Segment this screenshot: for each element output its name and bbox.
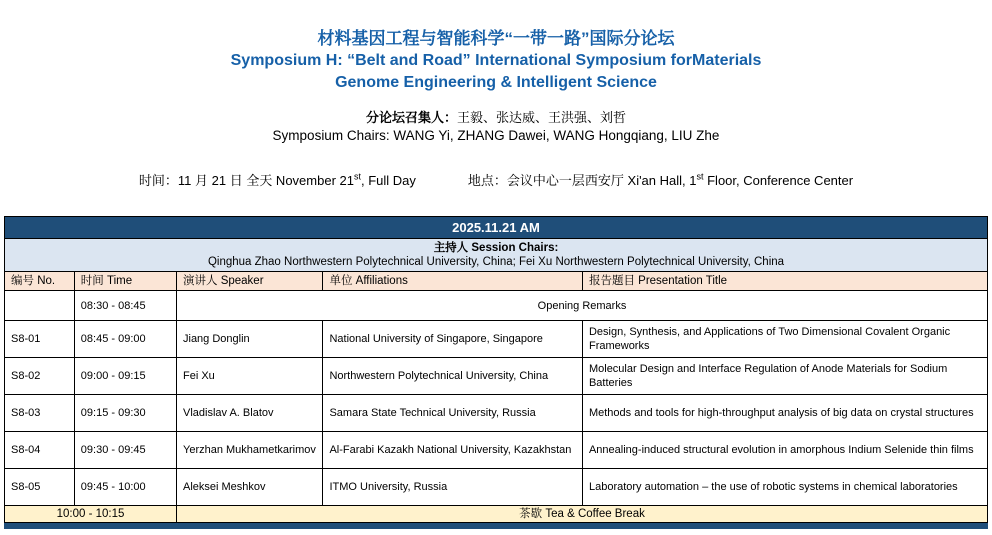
cell-no: S8-05 bbox=[5, 469, 75, 506]
column-header-time: 时间 Time bbox=[74, 272, 176, 291]
column-header-title: 报告题目 Presentation Title bbox=[582, 272, 987, 291]
symposium-chairs-en: Symposium Chairs: WANG Yi, ZHANG Dawei, WANG Hongqiang, LIU Zhe bbox=[272, 128, 720, 143]
session-chairs-text: Qinghua Zhao Northwestern Polytechnical University, China; Fei Xu Northwestern Polytechnical University, China bbox=[207, 256, 785, 268]
symposium-chairs-zh bbox=[0, 109, 992, 127]
column-header-no: 编号 No. bbox=[5, 272, 75, 291]
cell-time: 09:00 - 09:15 bbox=[74, 358, 176, 395]
cell-presentation-title: Laboratory automation – the use of robotic systems in chemical laboratories bbox=[582, 469, 987, 506]
cell-time: 09:30 - 09:45 bbox=[74, 432, 176, 469]
table-row bbox=[5, 395, 988, 432]
cell-speaker: Vladislav A. Blatov bbox=[177, 395, 323, 432]
session-time-ordinal: st bbox=[353, 171, 361, 182]
schedule-table bbox=[4, 216, 988, 523]
session-time-suffix: , Full Day bbox=[361, 173, 416, 188]
cell-affiliation: National University of Singapore, Singapore bbox=[323, 321, 583, 358]
chairs-zh-names: 王毅、张达威、王洪强、刘哲 bbox=[457, 110, 627, 125]
column-header-row bbox=[5, 272, 988, 291]
table-row bbox=[5, 321, 988, 358]
cell-speaker: Aleksei Meshkov bbox=[177, 469, 323, 506]
session-chairs-label: 主持人 Session Chairs: bbox=[433, 242, 559, 254]
session-location bbox=[468, 172, 853, 190]
symposium-title-en-line2: Genome Engineering & Intelligent Science bbox=[335, 74, 657, 91]
session-location-suffix: Floor, Conference Center bbox=[703, 173, 854, 188]
cell-speaker: Jiang Donglin bbox=[177, 321, 323, 358]
cell-affiliation: Samara State Technical University, Russia bbox=[323, 395, 583, 432]
session-chairs-row bbox=[5, 239, 988, 272]
cell-speaker: Yerzhan Mukhametkarimov bbox=[177, 432, 323, 469]
cell-affiliation: Northwestern Polytechnical University, China bbox=[323, 358, 583, 395]
tea-break-row bbox=[5, 506, 988, 523]
cell-no: S8-04 bbox=[5, 432, 75, 469]
session-location-text: 地点：会议中心一层西安厅 Xi'an Hall, 1 bbox=[467, 173, 697, 188]
column-header-speaker: 演讲人 Speaker bbox=[177, 272, 323, 291]
cell-presentation-title: Annealing-induced structural evolution in amorphous Indium Selenide thin films bbox=[582, 432, 987, 469]
table-row bbox=[5, 469, 988, 506]
table-row bbox=[5, 358, 988, 395]
cell-no bbox=[5, 291, 75, 321]
next-section-header-bar bbox=[4, 523, 988, 529]
session-time bbox=[139, 172, 416, 190]
cell-no: S8-03 bbox=[5, 395, 75, 432]
session-title-row bbox=[5, 217, 988, 239]
cell-time: 08:30 - 08:45 bbox=[74, 291, 176, 321]
table-row bbox=[5, 432, 988, 469]
symposium-title-en-line1: Symposium H: “Belt and Road” International Symposium forMaterials bbox=[230, 52, 762, 69]
tea-break-label: 茶歇 Tea & Coffee Break bbox=[177, 506, 988, 523]
cell-no: S8-02 bbox=[5, 358, 75, 395]
opening-remarks-row bbox=[5, 291, 988, 321]
session-chairs-cell bbox=[5, 239, 988, 272]
cell-presentation-title: Methods and tools for high-throughput analysis of big data on crystal structures bbox=[582, 395, 987, 432]
cell-time: 09:15 - 09:30 bbox=[74, 395, 176, 432]
cell-speaker: Fei Xu bbox=[177, 358, 323, 395]
column-header-affiliation: 单位 Affiliations bbox=[323, 272, 583, 291]
document-header bbox=[0, 0, 992, 190]
session-meta bbox=[0, 172, 992, 190]
cell-no: S8-01 bbox=[5, 321, 75, 358]
session-time-text: 时间：11 月 21 日 全天 November 21 bbox=[138, 173, 354, 188]
session-location-ordinal: st bbox=[696, 171, 704, 182]
cell-affiliation: ITMO University, Russia bbox=[323, 469, 583, 506]
cell-time: 08:45 - 09:00 bbox=[74, 321, 176, 358]
symposium-title-zh: 材料基因工程与智能科学“一带一路”国际分论坛 bbox=[317, 29, 675, 48]
opening-remarks-cell: Opening Remarks bbox=[177, 291, 988, 321]
cell-time: 09:45 - 10:00 bbox=[74, 469, 176, 506]
cell-presentation-title: Design, Synthesis, and Applications of Two Dimensional Covalent Organic Frameworks bbox=[582, 321, 987, 358]
session-title-cell: 2025.11.21 AM bbox=[5, 217, 988, 239]
cell-presentation-title: Molecular Design and Interface Regulation of Anode Materials for Sodium Batteries bbox=[582, 358, 987, 395]
cell-affiliation: Al-Farabi Kazakh National University, Kazakhstan bbox=[323, 432, 583, 469]
chairs-zh-label: 分论坛召集人： bbox=[365, 110, 457, 125]
tea-break-time: 10:00 - 10:15 bbox=[5, 506, 177, 523]
